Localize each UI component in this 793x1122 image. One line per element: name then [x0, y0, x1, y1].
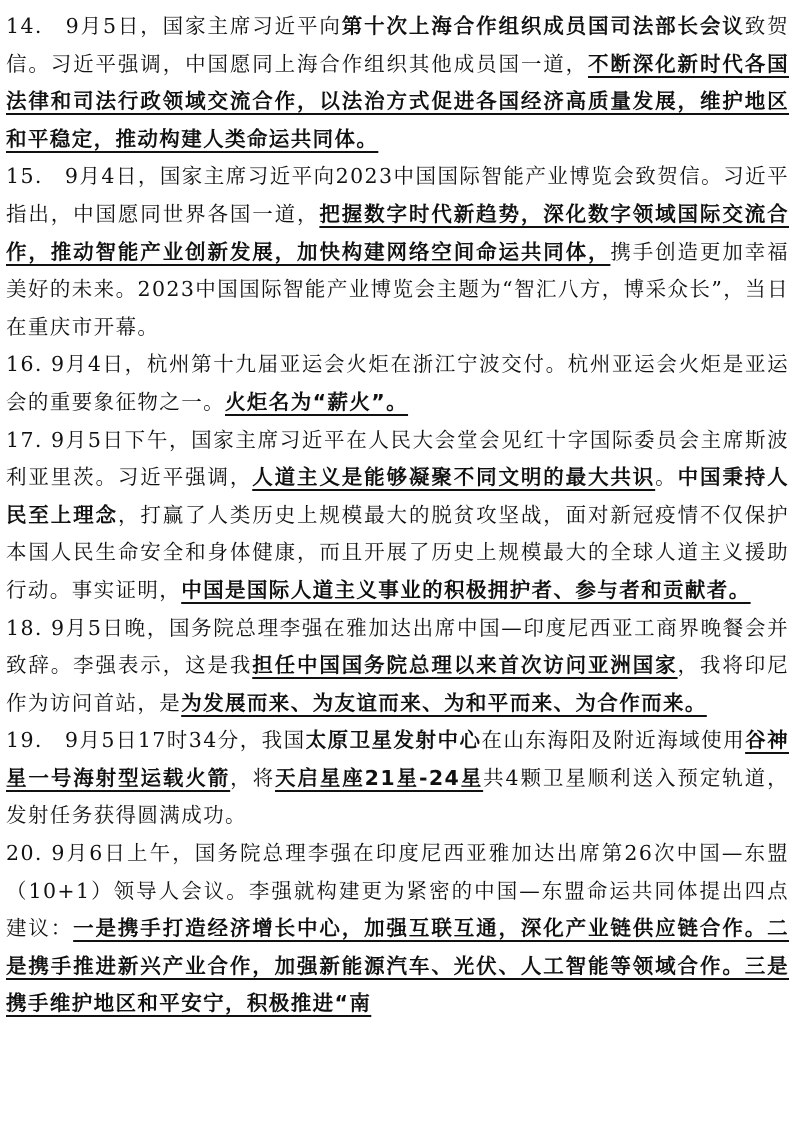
text-segment: 16. 9月4日，杭州第十九届亚运会火炬在浙江宁波交付。杭州亚运会火炬是亚运会的重要象征物之一。 [6, 352, 789, 414]
key-point-underlined: 火炬名为“薪火”。 [225, 389, 409, 414]
text-segment: 。 [655, 465, 678, 490]
news-item [6, 8, 789, 158]
news-item [6, 422, 789, 610]
text-segment: 19. 9月5日17时34分，我国 [6, 728, 306, 753]
text-segment: 致贺信。习近平强调，中国愿同上海合作组织其他成员国一道， [6, 14, 789, 76]
text-segment: 17. 9月5日下午，国家主席习近平在人民大会堂会见红十字国际委员会主席斯波利亚里茨。习近平强调， [6, 427, 789, 490]
key-point-underlined: 人道主义是能够凝聚不同文明的最大共识 [252, 465, 656, 490]
text-segment: ，将 [230, 765, 276, 790]
text-segment: 15. 9月4日，国家主席习近平向2023中国国际智能产业博览会致贺信。习近平指出，中国愿同世界各国一道， [6, 164, 789, 226]
text-segment: 共4颗卫星顺利送入预定轨道，发射任务获得圆满成功。 [6, 765, 789, 828]
news-item [6, 835, 789, 1023]
news-list [6, 8, 789, 1023]
news-item [6, 722, 789, 835]
key-point-underlined: 谷神星一号海射型运载火箭 [6, 728, 789, 790]
news-item [6, 610, 789, 723]
text-segment: 在山东海阳及附近海域使用 [481, 728, 746, 753]
text-segment: ，打赢了人类历史上规模最大的脱贫攻坚战，面对新冠疫情不仅保护本国人民生命安全和身体健康，而且开展了历史上规模最大的全球人道主义援助行动。事实证明， [6, 502, 790, 602]
key-term: 太原卫星发射中心 [305, 728, 482, 753]
text-segment: 14. 9月5日，国家主席习近平向 [6, 14, 342, 38]
key-point-underlined: 不断深化新时代各国法律和司法行政领域交流合作，以法治方式促进各国经济高质量发展，维护地区和平稳定，推动构建人类命运共同体。 [6, 51, 789, 151]
key-point-underlined: 为发展而来、为友谊而来、为和平而来、为合作而来。 [181, 690, 707, 715]
news-item [6, 158, 789, 346]
key-term: 第十次上海合作组织成员国司法部长会议 [341, 14, 745, 38]
text-segment: 20. 9月6日上午，国务院总理李强在印度尼西亚雅加达出席第26次中国—东盟（10+1）领导人会议。李强就构建更为紧密的中国—东盟命运共同体提出四点建议： [6, 841, 789, 941]
text-segment: 18. 9月5日晚，国务院总理李强在雅加达出席中国—印度尼西亚工商界晚餐会并致辞。李强表示，这是我 [6, 615, 789, 678]
key-point-underlined: 担任中国国务院总理以来首次访问亚洲国家 [252, 653, 678, 678]
key-point-underlined: 把握数字时代新趋势，深化数字领域国际交流合作，推动智能产业创新发展，加快构建网络空间命运共同体， [6, 201, 789, 264]
news-item [6, 346, 789, 421]
key-point-underlined: 天启星座21星-24星 [275, 765, 484, 790]
text-segment: 携手创造更加幸福美好的未来。2023中国国际智能产业博览会主题为“智汇八方，博采众长”，当日在重庆市开幕。 [6, 239, 789, 339]
key-point-underlined: 一是携手打造经济增长中心，加强互联互通，深化产业链供应链合作。二是携手推进新兴产业合作，加强新能源汽车、光伏、人工智能等领域合作。三是携手维护地区和平安宁，积极推进“南 [6, 916, 789, 1016]
text-segment: ，我将印尼作为访问首站，是 [6, 653, 789, 715]
key-point-underlined: 中国是国际人道主义事业的积极拥护者、参与者和贡献者。 [181, 577, 751, 602]
key-term: 中国秉持人民至上理念 [6, 465, 790, 527]
